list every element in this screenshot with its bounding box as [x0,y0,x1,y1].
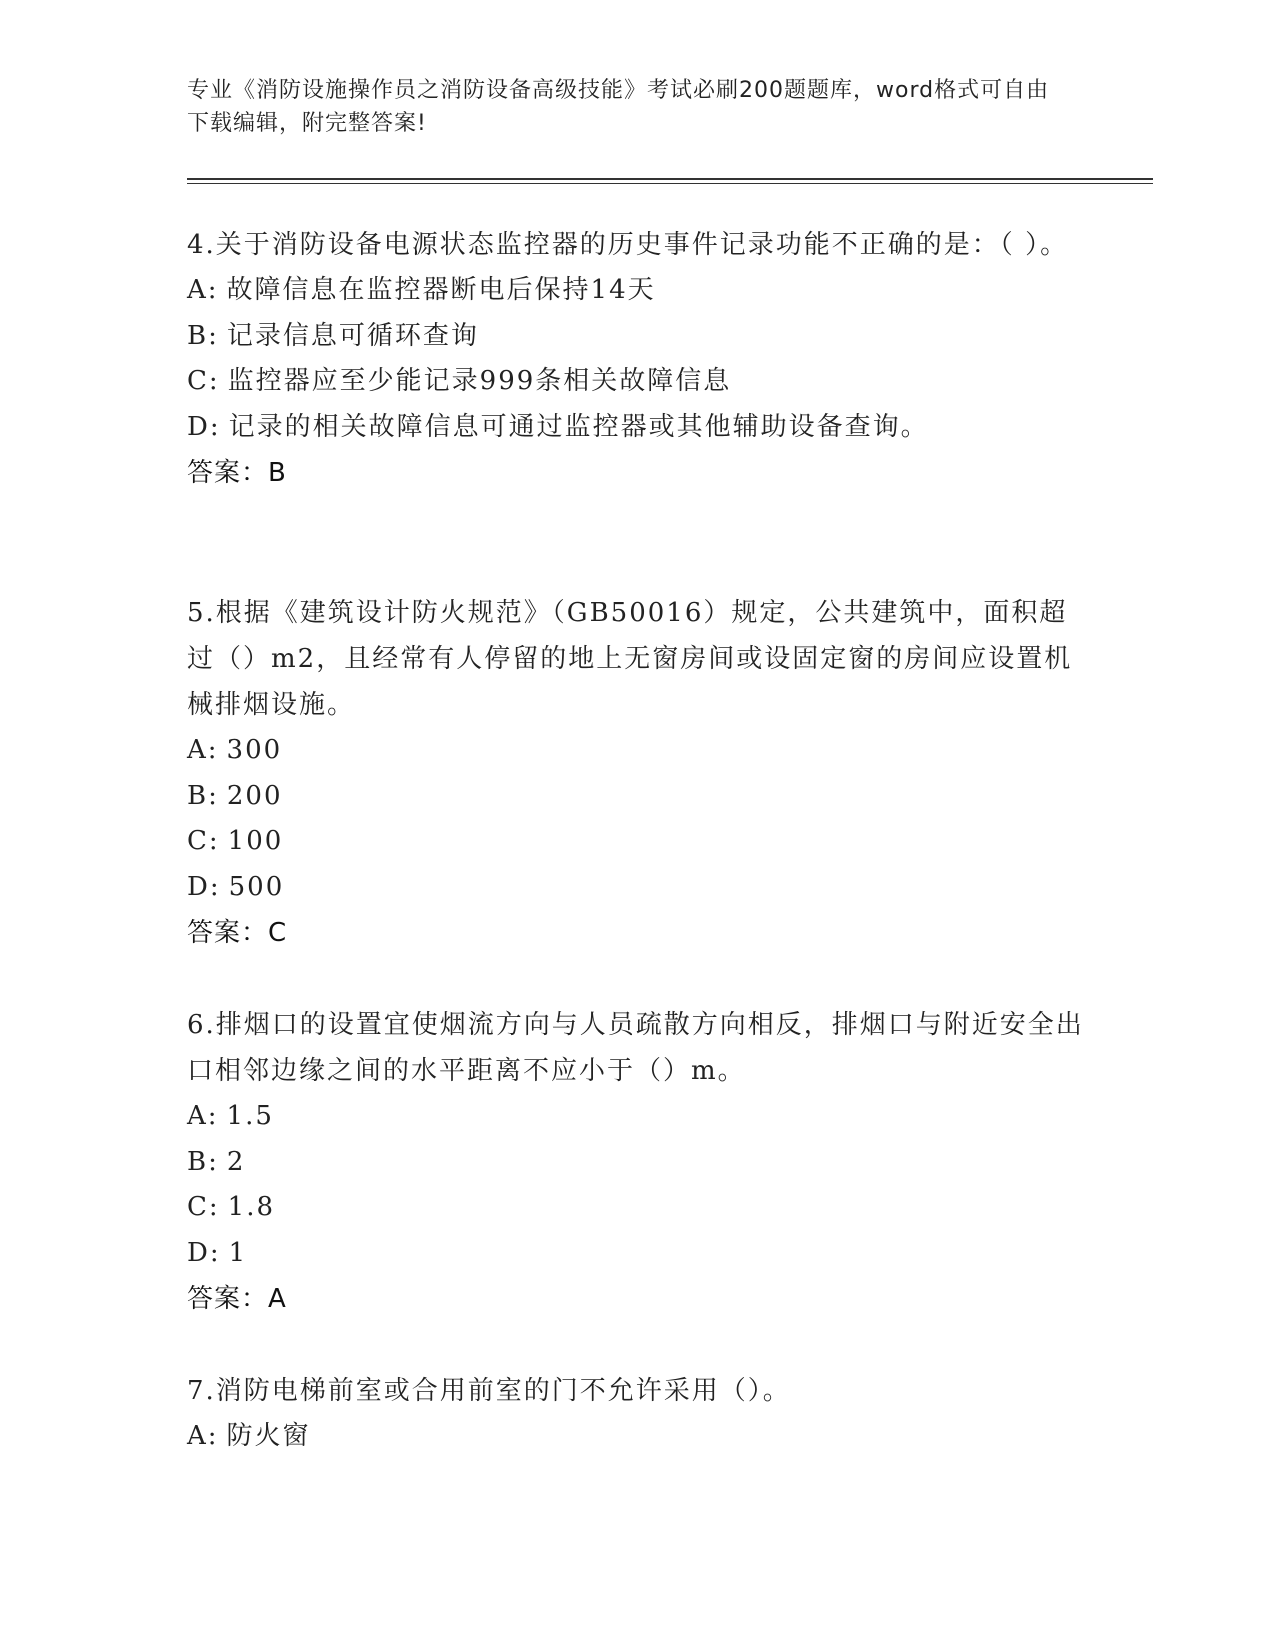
option-d [187,1231,1087,1277]
option-letter: C: [187,1192,220,1223]
question-stem: 4.关于消防设备电源状态监控器的历史事件记录功能不正确的是：（ ）。 [187,230,1069,260]
option-letter: A: [187,1421,219,1451]
option-text: 2 [226,1146,246,1177]
answer-label: 答案：C [187,918,288,949]
answer-label: 答案：B [187,458,287,489]
question-stem: 6.排烟口的设置宜使烟流方向与人员疏散方向相反，排烟口与附近安全出口相邻边缘之间的水平距离不应小于（）m。 [187,1010,1084,1086]
question-7 [187,1368,1087,1460]
option-c [187,819,1087,865]
option-letter: A: [187,1101,219,1131]
option-c [187,359,1087,405]
option-b [187,774,1087,820]
option-letter: A: [187,735,219,765]
option-letter: B: [187,320,219,351]
option-text: 500 [228,871,285,902]
header-intro-text: 专业《消防设施操作员之消防设备高级技能》考试必刷200题题库，word格式可自由下载编辑，附完整答案! [187,78,1050,136]
option-c [187,1185,1087,1231]
option-text: 1.5 [226,1101,274,1131]
option-text: 200 [226,780,283,811]
option-letter: D: [187,871,221,902]
header-divider-thin [187,183,1153,184]
option-letter: D: [187,1237,221,1268]
option-text: 防火窗 [226,1421,311,1451]
question-stem: 7.消防电梯前室或合用前室的门不允许采用（）。 [187,1376,791,1406]
option-text: 300 [226,735,283,765]
option-text: 100 [227,826,284,857]
option-d [187,865,1087,911]
option-letter: D: [187,411,221,442]
option-text: 记录信息可循环查询 [226,320,479,351]
option-a [187,1414,1087,1460]
option-text: 故障信息在监控器断电后保持14天 [226,275,656,305]
question-5 [187,590,1087,956]
header-divider-thick [187,178,1153,180]
option-letter: C: [187,366,220,397]
option-letter: C: [187,826,220,857]
option-d [187,405,1087,451]
option-a [187,728,1087,774]
option-text: 1 [228,1237,248,1268]
option-letter: A: [187,275,219,305]
option-b [187,1140,1087,1186]
answer-label: 答案：A [187,1284,287,1315]
option-text: 监控器应至少能记录999条相关故障信息 [227,366,732,397]
option-b [187,314,1087,360]
option-letter: B: [187,780,219,811]
option-a [187,268,1087,314]
option-text: 1.8 [227,1192,276,1223]
question-4 [187,222,1087,496]
question-stem: 5.根据《建筑设计防火规范》（GB50016）规定，公共建筑中，面积超过（）m2，且经常有人停留的地上无窗房间或设固定窗的房间应设置机械排烟设施。 [187,598,1073,720]
option-a [187,1094,1087,1140]
document-header [187,74,1067,140]
option-text: 记录的相关故障信息可通过监控器或其他辅助设备查询。 [228,411,929,442]
question-6 [187,1002,1087,1322]
option-letter: B: [187,1146,219,1177]
